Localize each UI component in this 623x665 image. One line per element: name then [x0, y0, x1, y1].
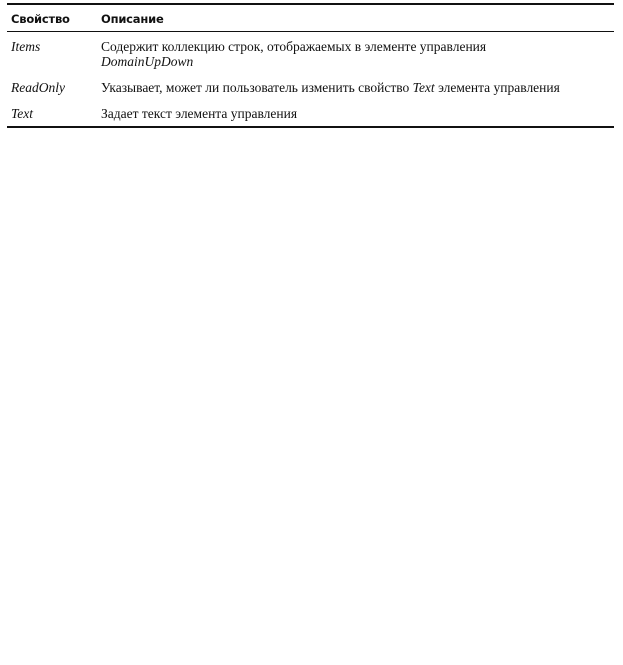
property-description	[97, 74, 614, 100]
description-text: Указывает, может ли пользователь изменить свойство	[101, 80, 413, 95]
property-name: Items	[11, 39, 41, 54]
property-description	[97, 100, 614, 127]
header-property: Свойство	[11, 12, 70, 26]
header-row	[7, 4, 614, 32]
property-description	[97, 32, 614, 75]
header-description: Описание	[101, 12, 164, 26]
table-body	[7, 32, 614, 128]
table-header	[7, 4, 614, 32]
description-emphasis: DomainUpDown	[101, 54, 194, 69]
description-text: Задает текст элемента управления	[101, 106, 298, 121]
table-row-readonly	[7, 74, 614, 100]
description-text-after: элемента управления	[434, 80, 560, 95]
table-row-text	[7, 100, 614, 127]
description-text: Содержит коллекцию строк, отображаемых в элементе управления	[101, 39, 487, 54]
description-emphasis: Text	[412, 80, 435, 95]
property-name: ReadOnly	[11, 80, 65, 95]
properties-table	[7, 3, 614, 128]
table-row-items	[7, 32, 614, 75]
property-name: Text	[11, 106, 34, 121]
